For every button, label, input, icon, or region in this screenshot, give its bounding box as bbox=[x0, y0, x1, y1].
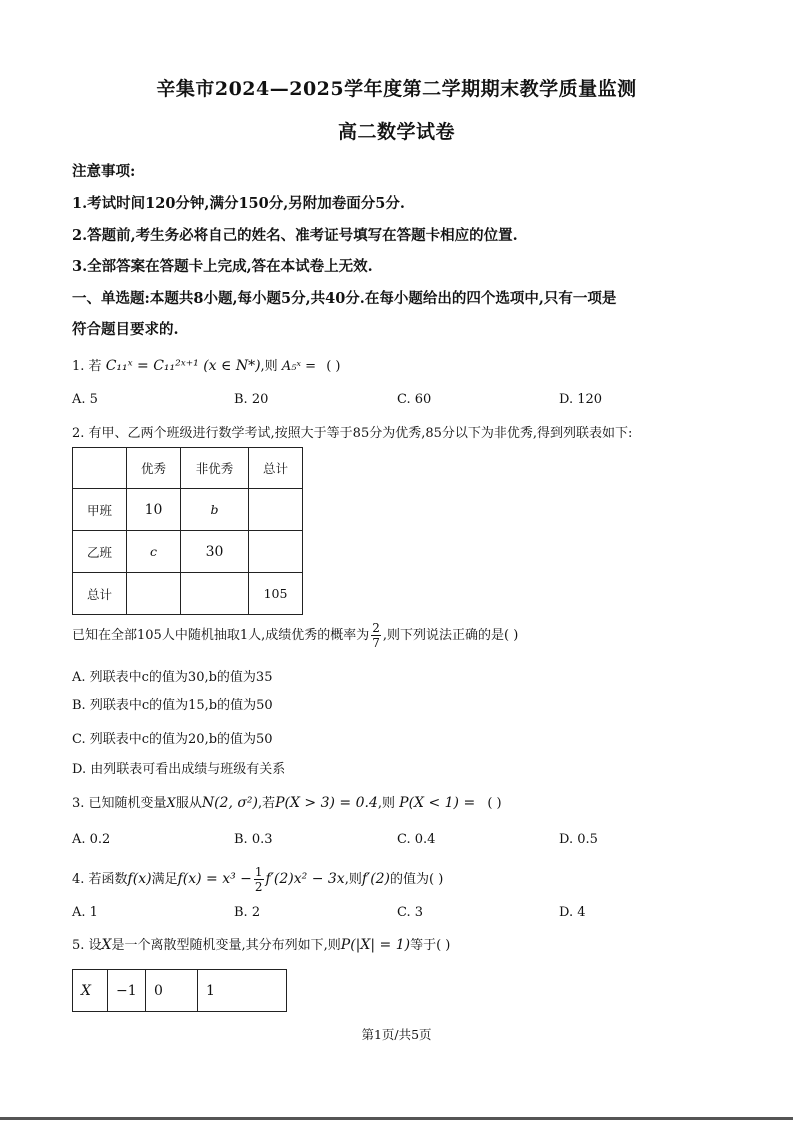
notice-item-2: 2.答题前,考生务必将自己的姓名、准考证号填写在答题卡相应的位置. bbox=[72, 227, 518, 244]
q5-prefix: 5. 设 bbox=[72, 938, 102, 953]
q3-ask: P(X < 1) = bbox=[399, 795, 476, 811]
q2-cond-before: 已知在全部105人中随机抽取1人,成绩优秀的概率为 bbox=[72, 628, 370, 643]
table-cell: X bbox=[73, 970, 108, 1012]
q4-fraction bbox=[254, 866, 264, 893]
q3-var: X bbox=[166, 796, 176, 811]
q1-option-d: D. 120 bbox=[559, 392, 603, 407]
q3-mid1: 服从 bbox=[175, 796, 202, 811]
table-cell: 优秀 bbox=[127, 448, 181, 489]
q2-option-a: A. 列联表中c的值为30,b的值为35 bbox=[72, 670, 273, 685]
q3-cond: P(X > 3) = 0.4 bbox=[275, 795, 378, 811]
notice-item-1: 1.考试时间120分钟,满分150分,另附加卷面分5分. bbox=[72, 195, 405, 212]
contingency-table bbox=[72, 447, 303, 615]
table-cell: 乙班 bbox=[73, 531, 127, 573]
table-cell: −1 bbox=[108, 970, 146, 1012]
q4-mid2: ,则 bbox=[344, 872, 362, 887]
table-cell bbox=[181, 573, 249, 615]
q3-mid3: ,则 bbox=[377, 796, 396, 811]
q2-frac-den: 7 bbox=[372, 636, 380, 650]
q2-frac-num: 2 bbox=[372, 621, 380, 635]
table-row bbox=[73, 970, 287, 1012]
page-number: 第1页/共5页 bbox=[361, 1027, 432, 1042]
table-cell: 非优秀 bbox=[181, 448, 249, 489]
q4-fx: f(x) bbox=[127, 871, 152, 887]
q5-mid: 是一个离散型随机变量,其分布列如下,则 bbox=[111, 938, 341, 953]
q1-suffix: ( ) bbox=[326, 359, 341, 374]
q4-ask: f′(2) bbox=[361, 871, 391, 887]
q3-option-d: D. 0.5 bbox=[559, 832, 598, 847]
question-5-stem bbox=[72, 934, 450, 953]
table-cell: 甲班 bbox=[73, 489, 127, 531]
table-row bbox=[73, 489, 303, 531]
q4-mid1: 满足 bbox=[151, 872, 178, 887]
table-cell bbox=[249, 489, 303, 531]
table-cell: 总计 bbox=[73, 573, 127, 615]
question-1-stem bbox=[72, 355, 340, 374]
q3-option-b: B. 0.3 bbox=[234, 832, 273, 847]
question-2-stem: 2. 有甲、乙两个班级进行数学考试,按照大于等于85分为优秀,85分以下为非优秀,得到列联表如下: bbox=[72, 426, 633, 441]
q1-formula: C₁₁ˣ = C₁₁²ˣ⁺¹ (x ∈ N*) bbox=[105, 358, 261, 374]
q2-fraction bbox=[371, 622, 381, 649]
q1-option-b: B. 20 bbox=[234, 392, 269, 407]
distribution-table bbox=[72, 969, 287, 1012]
table-cell: 0 bbox=[146, 970, 198, 1012]
table-cell: 1 bbox=[198, 970, 287, 1012]
table-cell: 10 bbox=[127, 489, 181, 531]
table-cell: 总计 bbox=[249, 448, 303, 489]
q2-option-c: C. 列联表中c的值为20,b的值为50 bbox=[72, 732, 273, 747]
bottom-divider bbox=[0, 1117, 793, 1120]
table-cell bbox=[249, 531, 303, 573]
q1-mid: ,则 bbox=[260, 359, 278, 374]
q3-option-c: C. 0.4 bbox=[397, 832, 436, 847]
table-cell: b bbox=[181, 489, 249, 531]
q3-mid2: ,若 bbox=[257, 796, 276, 811]
q2-cond-after: ,则下列说法正确的是( ) bbox=[382, 628, 519, 643]
notice-item-3: 3.全部答案在答题卡上完成,答在本试卷上无效. bbox=[72, 258, 373, 275]
table-row bbox=[73, 573, 303, 615]
q4-prefix: 4. 若函数 bbox=[72, 872, 128, 887]
q4-frac-num: 1 bbox=[254, 865, 263, 879]
q3-option-a: A. 0.2 bbox=[72, 832, 111, 847]
q4-option-b: B. 2 bbox=[234, 905, 261, 920]
exam-title: 辛集市2024—2025学年度第二学期期末教学质量监测 bbox=[156, 78, 637, 100]
table-cell: c bbox=[127, 531, 181, 573]
q5-var: X bbox=[101, 937, 112, 953]
q1-option-a: A. 5 bbox=[72, 392, 98, 407]
section-heading-line1: 一、单选题:本题共8小题,每小题5分,共40分.在每小题给出的四个选项中,只有一项是 bbox=[72, 290, 617, 307]
question-3-stem bbox=[72, 792, 502, 811]
q1-formula2: A₅ˣ = bbox=[281, 359, 317, 374]
q4-suffix: 的值为( ) bbox=[390, 872, 444, 887]
q4-frac-den: 2 bbox=[254, 880, 263, 894]
q5-suffix: 等于( ) bbox=[410, 938, 451, 953]
q4-option-d: D. 4 bbox=[559, 905, 586, 920]
q4-option-c: C. 3 bbox=[397, 905, 424, 920]
q2-option-d: D. 由列联表可看出成绩与班级有关系 bbox=[72, 762, 286, 777]
q4-option-a: A. 1 bbox=[72, 905, 98, 920]
table-cell bbox=[73, 448, 127, 489]
q2-option-b: B. 列联表中c的值为15,b的值为50 bbox=[72, 698, 273, 713]
notice-heading: 注意事项: bbox=[72, 163, 136, 180]
question-4-stem bbox=[72, 866, 443, 893]
q3-dist: N(2, σ²) bbox=[201, 795, 258, 811]
table-row bbox=[73, 531, 303, 573]
exam-subtitle: 高二数学试卷 bbox=[337, 121, 455, 143]
section-heading-line2: 符合题目要求的. bbox=[72, 321, 179, 338]
q3-suffix: ( ) bbox=[487, 796, 502, 811]
q5-ask: P(|X| = 1) bbox=[340, 937, 411, 953]
table-row bbox=[73, 448, 303, 489]
table-cell: 105 bbox=[249, 573, 303, 615]
q1-prefix: 1. 若 bbox=[72, 359, 102, 374]
q1-option-c: C. 60 bbox=[397, 392, 432, 407]
q4-lhs: f(x) = x³ − bbox=[177, 871, 252, 887]
q4-rhs: f′(2)x² − 3x bbox=[265, 871, 345, 887]
table-cell: 30 bbox=[181, 531, 249, 573]
table-cell bbox=[127, 573, 181, 615]
q2-condition bbox=[72, 622, 518, 649]
q3-prefix: 3. 已知随机变量 bbox=[72, 796, 167, 811]
